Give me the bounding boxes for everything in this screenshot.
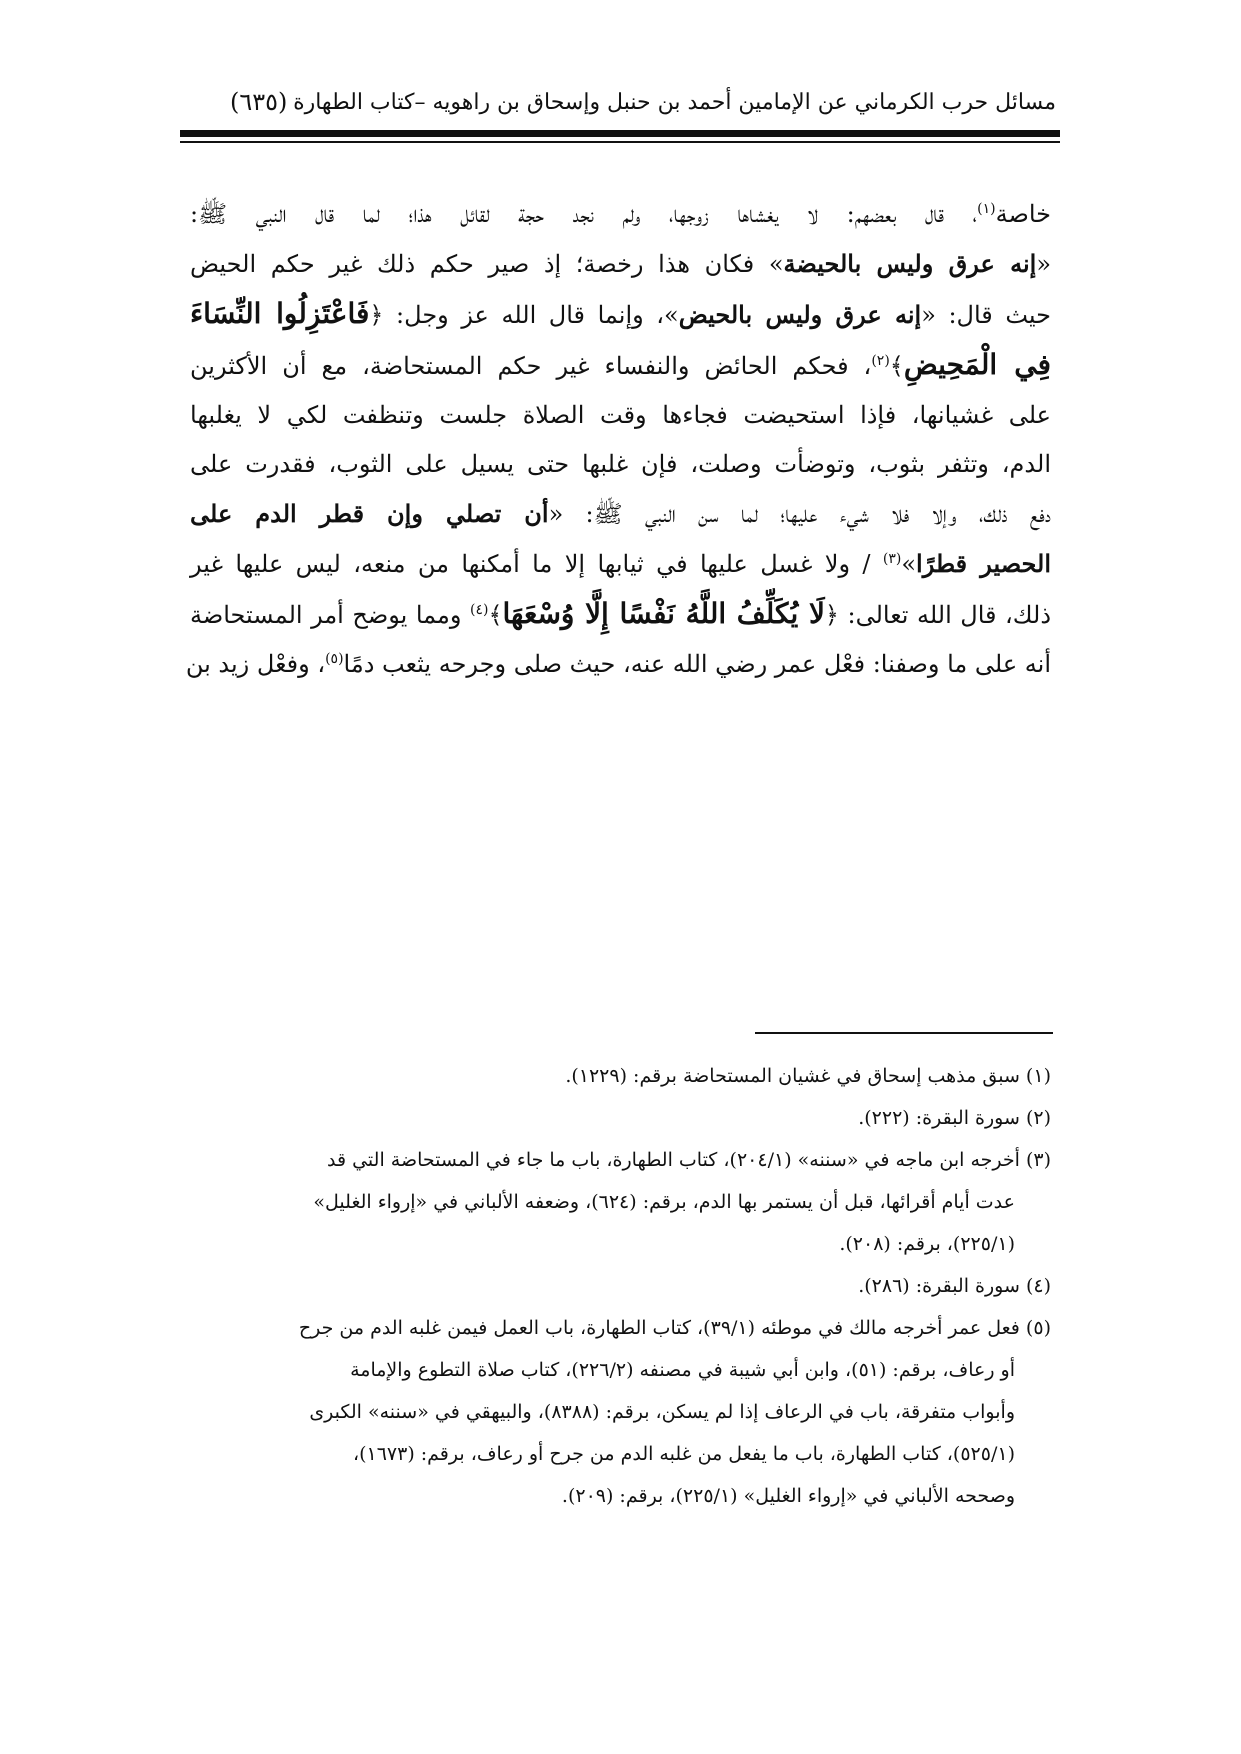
text-line-3: حيث قال: «إنه عرق وليس بالحيض»، وإنما قال الله عز وجل: ﴿فَاعْتَزِلُوا النِّسَاءَ bbox=[190, 297, 1051, 330]
text-line-2: «إنه عرق وليس بالحيضة» فكان هذا رخصة؛ إذ صير حكم ذلك غير حكم الحيض bbox=[190, 249, 1051, 278]
text-line-1: خاصة$^{(١)}$، قال بعضهم: لا يغشاها زوجها، ولم نجد حجة لقائل هذا؛ لما قال النبي ﷺ: bbox=[190, 200, 1051, 228]
hadith-quote: إنه عرق وليس بالحيض bbox=[678, 300, 922, 329]
footnote-ref[interactable]: (٢) bbox=[871, 353, 890, 369]
hadith-quote: أن تصلي وإن قطر الدم على bbox=[190, 499, 549, 528]
footnote-separator bbox=[755, 1032, 1053, 1034]
footnote-ref[interactable]: (٤) bbox=[469, 602, 489, 618]
text-line-10: أنه على ما وصفنا: فعْل عمر رضي الله عنه، حيث صلى وجرحه يثعب دمًا$^{(٥)}$، وفعْل زيد بن bbox=[185, 650, 1051, 678]
page-number: (٦٣٥) bbox=[230, 88, 288, 116]
running-title: مسائل حرب الكرماني عن الإمامين أحمد بن حنبل وإسحاق بن راهويه –كتاب الطهارة bbox=[293, 89, 1056, 115]
footnote-4: (٤) سورة البقرة: (٢٨٦). bbox=[858, 1275, 1051, 1297]
footnote-ref[interactable]: (١) bbox=[977, 201, 996, 217]
footnote-3: (٣) أخرجه ابن ماجه في «سننه» (٢٠٤/١)، كتاب الطهارة، باب ما جاء في المستحاضة التي قد bbox=[327, 1149, 1051, 1171]
footnote-5-cont: وصححه الألباني في «إرواء الغليل» (٢٢٥/١)، برقم: (٢٠٩). bbox=[561, 1485, 1015, 1507]
page-header bbox=[230, 82, 1056, 122]
quran-verse: فِي الْمَحِيضِ bbox=[903, 348, 1052, 381]
quran-verse: فَاعْتَزِلُوا النِّسَاءَ bbox=[190, 297, 370, 330]
hadith-quote: الحصير قطرًا bbox=[916, 549, 1051, 578]
text-line-7: دفع ذلك، وإلا فلا شيء عليها؛ لما سن النبي ﷺ: «أن تصلي وإن قطر الدم على bbox=[190, 499, 1051, 528]
header-rule-thin bbox=[180, 141, 1060, 143]
footnote-3-cont: (٢٢٥/١)، برقم: (٢٠٨). bbox=[839, 1233, 1015, 1255]
header-rule-thick bbox=[180, 130, 1060, 137]
footnote-1: (١) سبق مذهب إسحاق في غشيان المستحاضة برقم: (١٢٢٩). bbox=[565, 1065, 1051, 1087]
text-line-5: على غشيانها، فإذا استحيضت فجاءها وقت الصلاة جلست وتنظفت لكي لا يغلبها bbox=[190, 401, 1051, 429]
hadith-quote: إنه عرق وليس بالحيضة bbox=[783, 249, 1037, 278]
footnotes bbox=[190, 1055, 1051, 1517]
text-line-6: الدم، وتثفر بثوب، وتوضأت وصلت، فإن غلبها حتى يسيل على الثوب، فقدرت على bbox=[190, 450, 1051, 478]
text-line-9: ذلك، قال الله تعالى: ﴿لَا يُكَلِّفُ اللَّهُ نَفْسًا إِلَّا وُسْعَهَا﴾$^{(٤)}$ ومما يوضح أمر المستحاضة bbox=[190, 597, 1052, 630]
footnote-5-cont: أو رعاف، برقم: (٥١)، وابن أبي شيبة في مصنفه (٢٢٦/٢)، كتاب صلاة التطوع والإمامة bbox=[350, 1359, 1015, 1381]
footnote-5-cont: وأبواب متفرقة، باب في الرعاف إذا لم يسكن، برقم: (٨٣٨٨)، والبيهقي في «سننه» الكبرى bbox=[309, 1401, 1015, 1423]
footnote-5: (٥) فعل عمر أخرجه مالك في موطئه (٣٩/١)، كتاب الطهارة، باب العمل فيمن غلبه الدم من جرح bbox=[298, 1317, 1051, 1339]
text-line-4: فِي الْمَحِيضِ﴾$^{(٢)}$، فحكم الحائض والنفساء غير حكم المستحاضة، مع أن الأكثرين bbox=[190, 348, 1052, 381]
footnote-5-cont: (٥٢٥/١)، كتاب الطهارة، باب ما يفعل من غلبه الدم من جرح أو رعاف، برقم: (١٦٧٣)، bbox=[352, 1443, 1015, 1465]
main-text bbox=[185, 190, 1052, 689]
footnote-ref[interactable]: (٥) bbox=[325, 651, 344, 667]
footnote-3-cont: عدت أيام أقرائها، قبل أن يستمر بها الدم، برقم: (٦٢٤)، وضعفه الألباني في «إرواء الغليل» bbox=[313, 1191, 1015, 1213]
footnote-2: (٢) سورة البقرة: (٢٢٢). bbox=[858, 1107, 1051, 1129]
text-line-8: الحصير قطرًا»$^{(٣)}$ / ولا غسل عليها في ثيابها إلا ما أمكنها من منعه، ليس عليها غير bbox=[190, 549, 1051, 578]
quran-verse: لَا يُكَلِّفُ اللَّهُ نَفْسًا إِلَّا وُسْعَهَا bbox=[502, 597, 825, 630]
footnote-ref[interactable]: (٣) bbox=[882, 551, 902, 567]
